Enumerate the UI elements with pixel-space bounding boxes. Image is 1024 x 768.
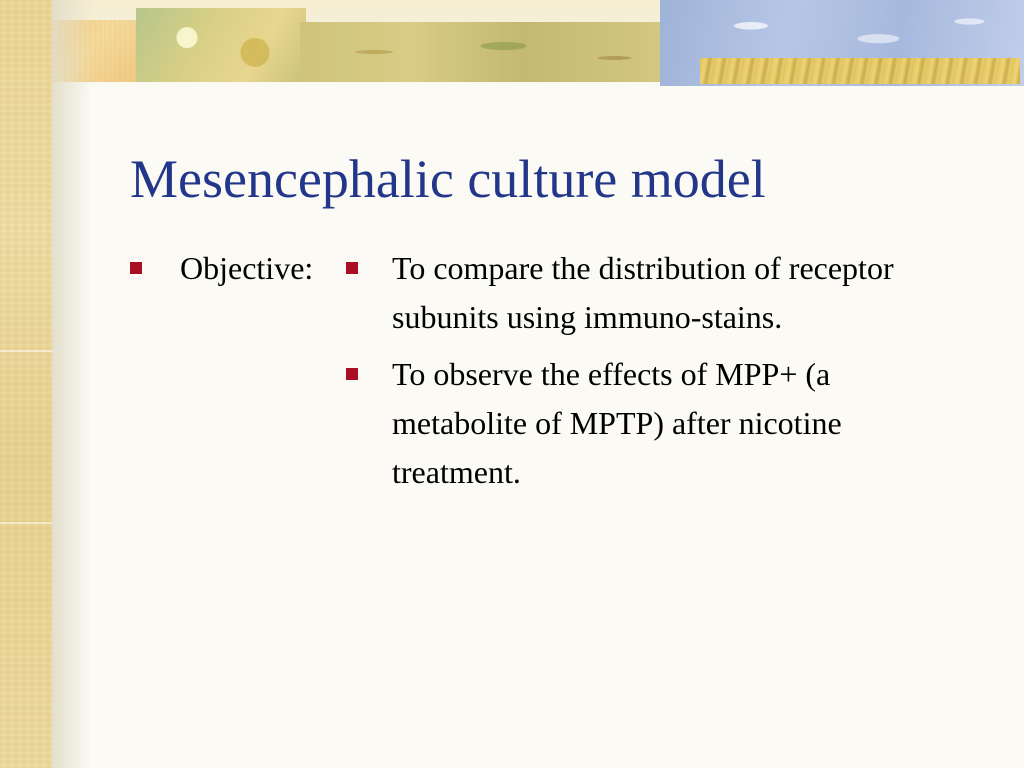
side-strip-shadow — [52, 0, 92, 768]
banner-leaf-tile — [136, 8, 306, 82]
objective-sublist — [346, 248, 946, 509]
square-bullet-icon — [130, 262, 142, 274]
objective-label: Objective: — [180, 250, 314, 286]
strip-seam — [0, 350, 52, 352]
strip-seam — [0, 522, 52, 524]
decorative-side-strip — [0, 0, 52, 768]
banner-foliage-tile — [300, 22, 670, 82]
slide-title: Mesencephalic culture model — [130, 149, 766, 209]
objective-text: To observe the effects of MPP+ (a metabolite of MPTP) after nicotine treatment. — [392, 356, 842, 490]
square-bullet-icon — [346, 368, 358, 380]
decorative-banner — [0, 0, 1024, 90]
objective-list — [130, 248, 946, 509]
banner-grass-tile — [700, 58, 1020, 84]
objective-subitem — [346, 248, 946, 342]
square-bullet-icon — [346, 262, 358, 274]
objective-item — [130, 248, 946, 509]
objective-text: To compare the distribution of receptor subunits using immuno-stains. — [392, 250, 894, 335]
objective-subitem — [346, 354, 946, 497]
